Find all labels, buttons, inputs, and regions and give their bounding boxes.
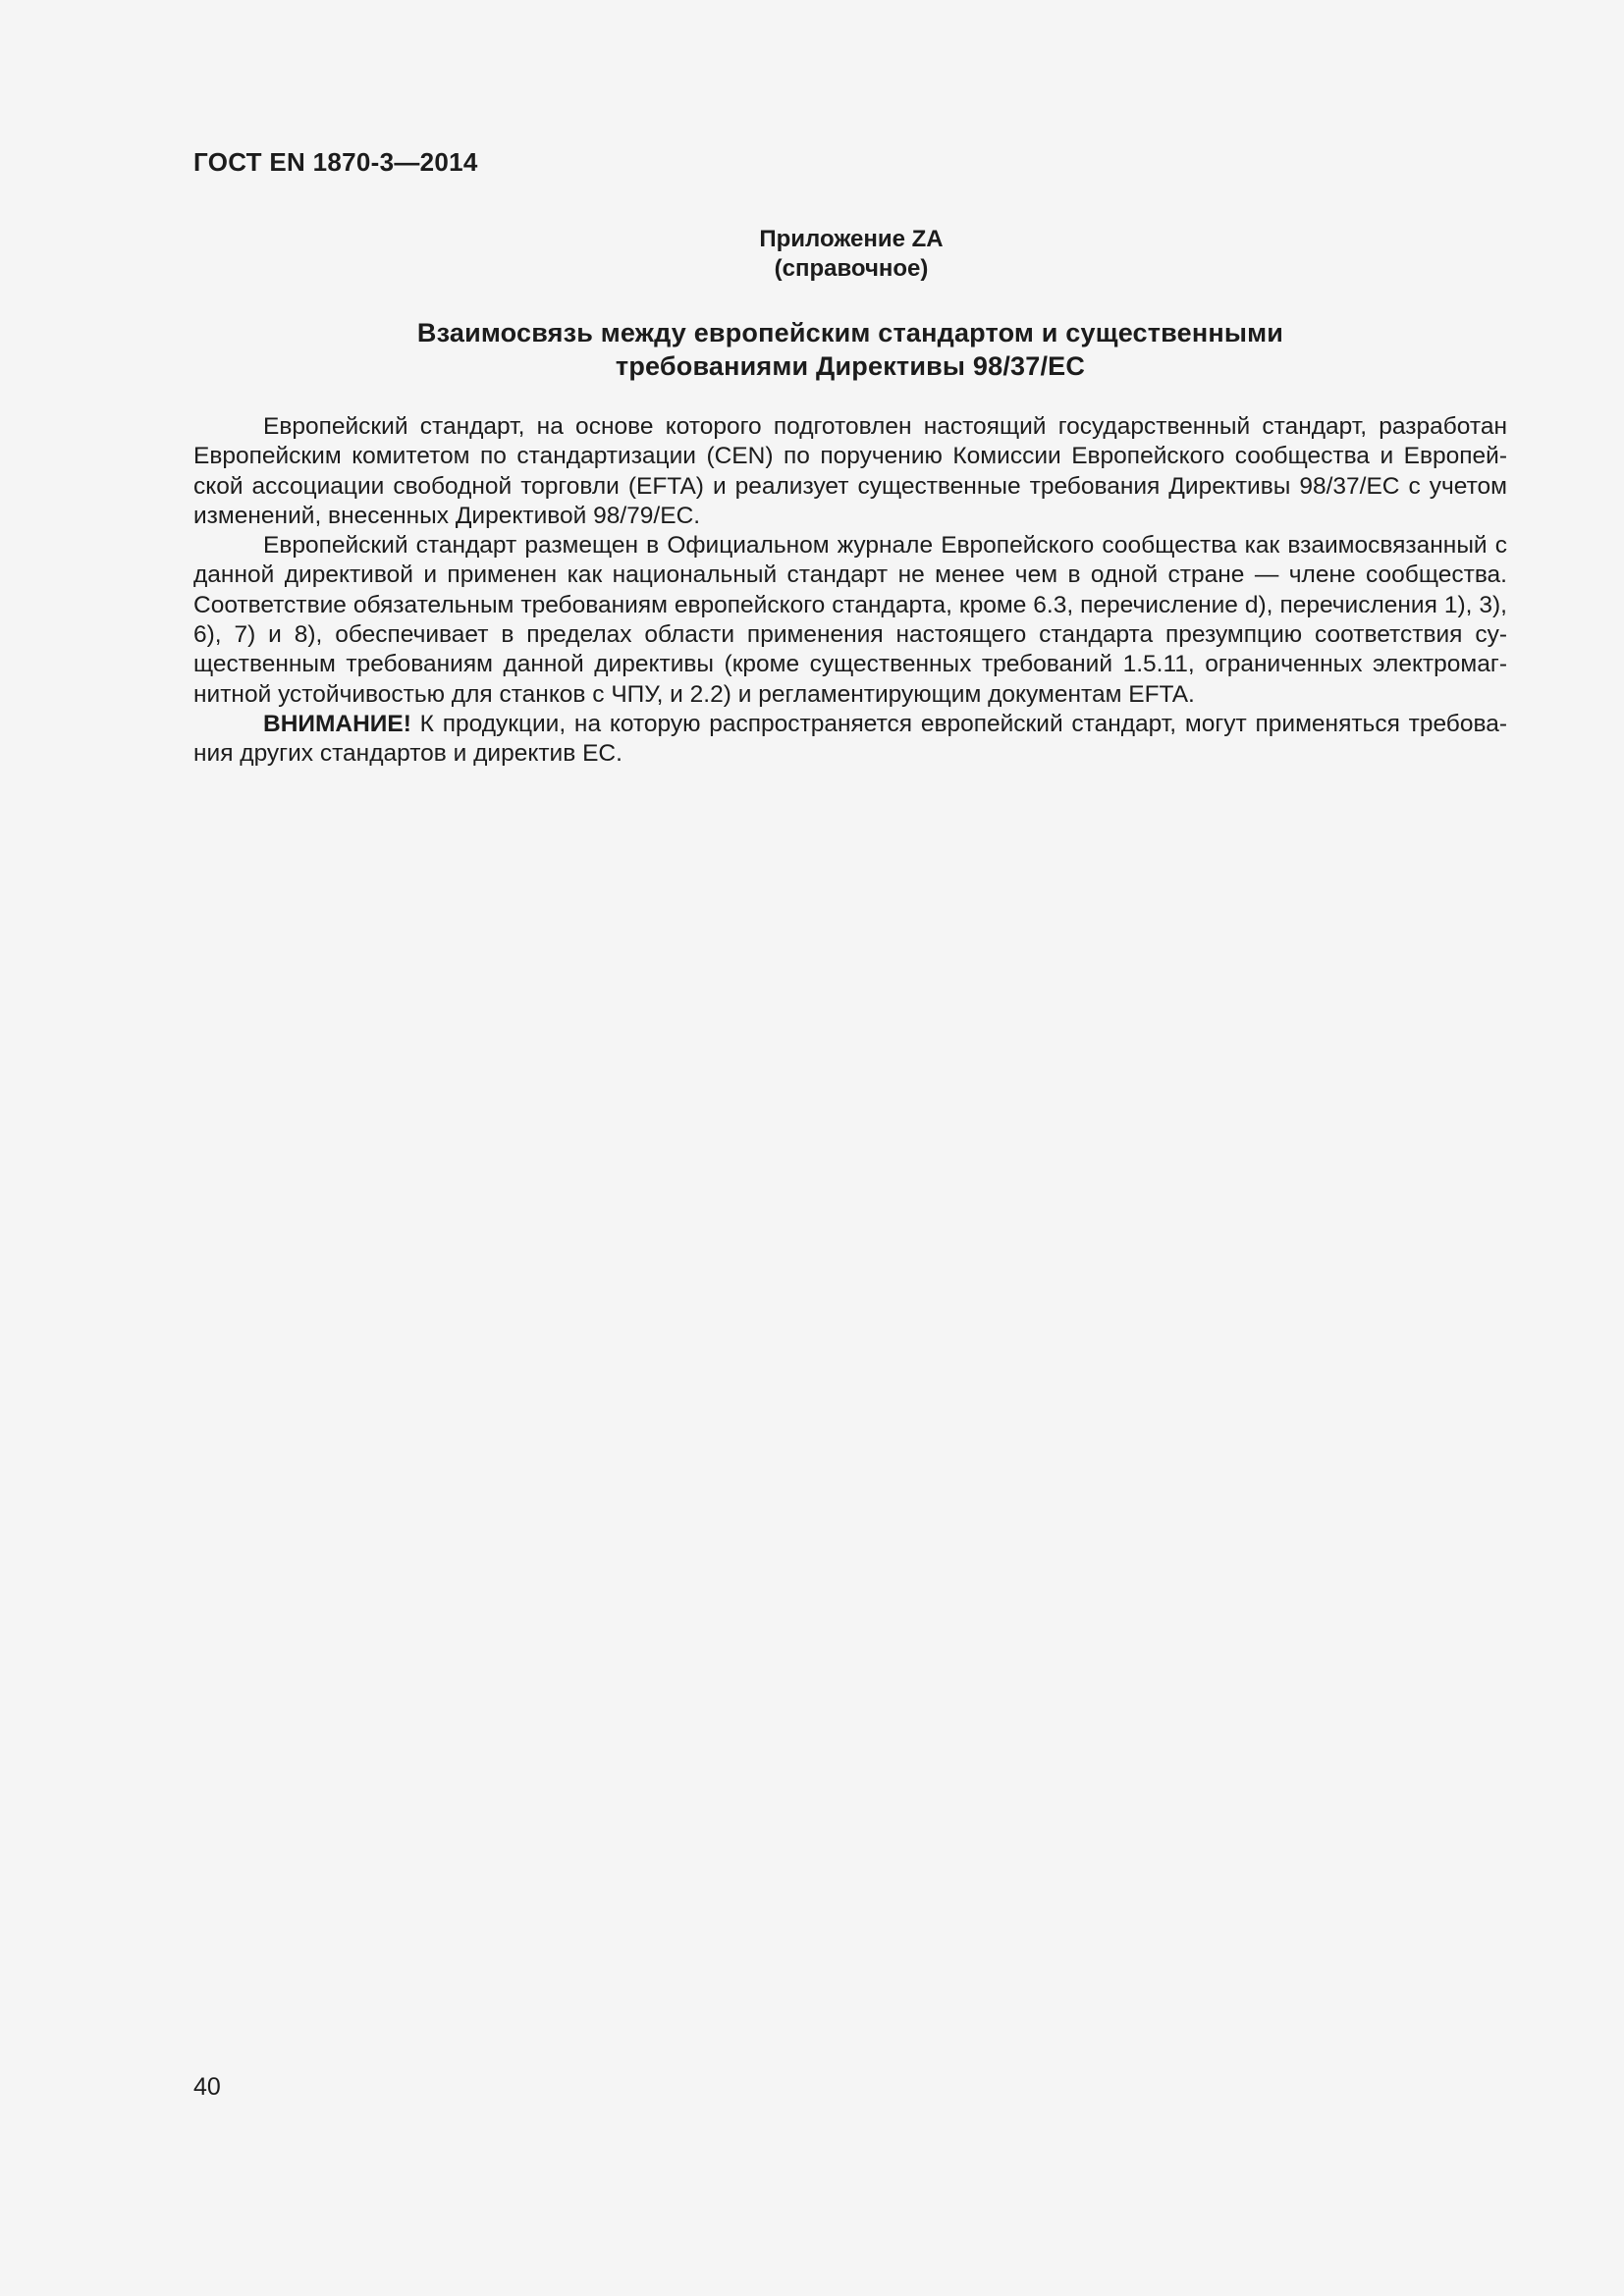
annex-heading <box>0 225 1624 284</box>
warning-text: К продукции, на которую распространяется европейский стандарт, могут применяться требования других стандартов и директив ЕС. <box>193 710 1507 768</box>
section-title-line-2: требованиями Директивы 98/37/ЕС <box>615 351 1086 381</box>
page-number: 40 <box>193 2073 221 2101</box>
section-title-line-1: Взаимосвязь между европейским стандартом и существенными <box>416 318 1284 347</box>
annex-status: (справочное) <box>774 255 929 282</box>
paragraph-2: Европейский стандарт размещен в Официальном журнале Европейского сообщества как взаимосвязанный с данной директивой и применен как национальный стандарт не менее чем в одной стране — члене сообщества. Соответствие обязательным требованиям европейского стандарта, кроме 6.3, перечисление d), перечисления 1), 3), 6), 7) и 8), обеспечивает в пределах области применения настоящего стандарта презумпцию соответствия существенным требованиям данной директивы (кроме существенных требований 1.5.11, ограниченных электромагнитной устойчивостью для станков с ЧПУ, и 2.2) и регламентирующим документам EFTA. <box>193 532 1507 708</box>
annex-label: Приложение ZA <box>759 226 944 252</box>
paragraph-3 <box>193 710 1507 770</box>
section-title <box>193 316 1507 383</box>
warning-label: ВНИМАНИЕ! <box>263 710 411 737</box>
body-text <box>193 412 1507 770</box>
document-code: ГОСТ EN 1870-3—2014 <box>193 147 478 177</box>
paragraph-1: Европейский стандарт, на основе которого подготовлен настоящий государственный стандарт, разработан Европейским комитетом по стандартизации (CEN) по поручению Комиссии Европейского сообщества и Европейской ассоциации свободной торговли (EFTA) и реализует существенные требования Директивы 98/37/ЕС с учетом изменений, внесенных Директивой 98/79/ЕС. <box>193 413 1507 529</box>
